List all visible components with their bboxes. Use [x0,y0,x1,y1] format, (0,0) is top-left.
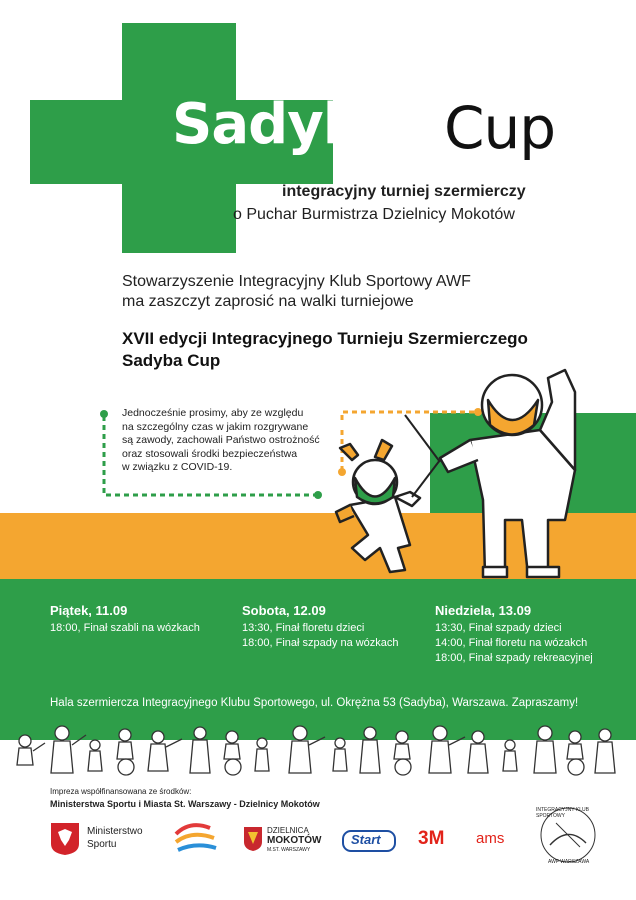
small-fencer-icon [190,727,210,773]
invitation-line1: Stowarzyszenie Integracyjny Klub Sportowy AWF [122,273,471,290]
subtitle-line2: o Puchar Burmistrza Dzielnicy Mokotów [233,206,515,223]
mokotow-line2: MOKOTÓW [267,835,322,846]
connector-dot-icon [100,410,108,418]
ministry-text-line1: Ministerstwo [87,826,143,837]
wheelchair-fencer-icon [394,731,411,775]
day-title: Niedziela, 13.09 [435,603,532,618]
schedule-item: 18:00, Finał szpady na wózkach [242,637,399,649]
small-fencer-icon [429,726,465,773]
small-fencer-icon [595,729,615,773]
invitation-line2: ma zaszczyt zaprosić na walki turniejowe [122,293,414,310]
club-bottom-text: AWF WARSZAWA [548,859,590,865]
edition-line2: Sadyba Cup [122,351,221,370]
day-title: Sobota, 12.09 [242,603,326,618]
wheelchair-fencer-icon [117,729,134,775]
small-fencer-icon [503,740,517,771]
notice-line: oraz stosowali środki bezpieczeństwa [122,447,298,460]
schedule-item: 18:00, Finał szpady rekreacyjnej [435,652,593,664]
title-cup: Cup [444,94,556,162]
3m-logo [418,820,458,860]
start-logo [342,820,400,860]
notice-line: są zawody, zachowali Państwo ostrożność [122,434,320,446]
small-fencer-icon [534,726,556,773]
schedule-sunday [435,603,593,666]
mokotow-line1: DZIELNICA [267,826,309,835]
schedule-item: 13:30, Finał floretu dzieci [242,622,365,634]
day-title: Piątek, 11.09 [50,603,128,618]
club-ring-text: INTEGRACYJNY KLUB SPORTOWY [536,807,589,819]
small-fencer-icon [148,731,182,771]
schedule-saturday [242,603,399,651]
small-fencer-icon [51,726,86,773]
wheelchair-fencer-icon [567,731,584,775]
child-fencer-icon [336,440,440,572]
schedule-friday [50,603,200,636]
notice-line: w związku z COVID-19. [122,461,233,473]
start-text: Start [351,832,381,847]
subtitle-line1: integracyjny turniej szermierczy [282,183,526,200]
connector-dot-icon [474,408,482,416]
ams-text: ams [476,830,505,847]
funding-line2: Ministerstwa Sportu i Miasta St. Warszawy - Dzielnicy Mokotów [50,799,320,809]
small-fencer-icon [289,726,325,773]
schedule-item: 14:00, Finał floretu na wózakch [435,637,588,649]
small-fencer-icon [360,727,380,773]
schedule-item: 13:30, Finał szpady dzieci [435,622,562,634]
edition-line1: XVII edycji Integracyjnego Turnieju Szermierczego [122,329,528,348]
ministry-text-line2: Sportu [87,839,117,850]
coat-of-arms-icon [243,826,263,852]
mokotow-logo [243,820,323,860]
notice-line: Jednocześnie prosimy, aby ze względu [122,407,304,419]
ministry-logo [50,820,150,860]
venue-text: Hala szermiercza Integracyjnego Klubu Sportowego, ul. Okrężna 53 (Sadyba), Warszawa. Zapraszamy! [50,697,579,709]
ams-logo [476,820,516,860]
3m-text: 3M [418,828,445,849]
title-sadyba: Sadyba [172,92,399,157]
sport-swirl-icon [170,820,222,860]
figures-strip [0,723,636,778]
small-fencer-icon [333,738,347,771]
mokotow-line3: M.ST. WARSZAWY [267,847,311,853]
connector-dot-icon [338,468,346,476]
connector-dot-icon [314,491,322,499]
notice-line: na szczególny czas w jakim rozgrywane [122,420,309,433]
small-fencer-icon [17,735,45,765]
wheelchair-fencer-icon [224,731,241,775]
sport-swirl-logo [170,820,225,860]
small-fencer-icon [468,731,488,773]
club-logo [528,805,608,871]
small-fencer-icon [88,740,102,771]
small-fencer-icon [255,738,269,771]
eagle-emblem-icon [50,822,80,856]
schedule-item: 18:00, Finał szabli na wózkach [50,622,200,634]
funding-line1: Impreza współfinansowana ze środków: [50,787,192,796]
